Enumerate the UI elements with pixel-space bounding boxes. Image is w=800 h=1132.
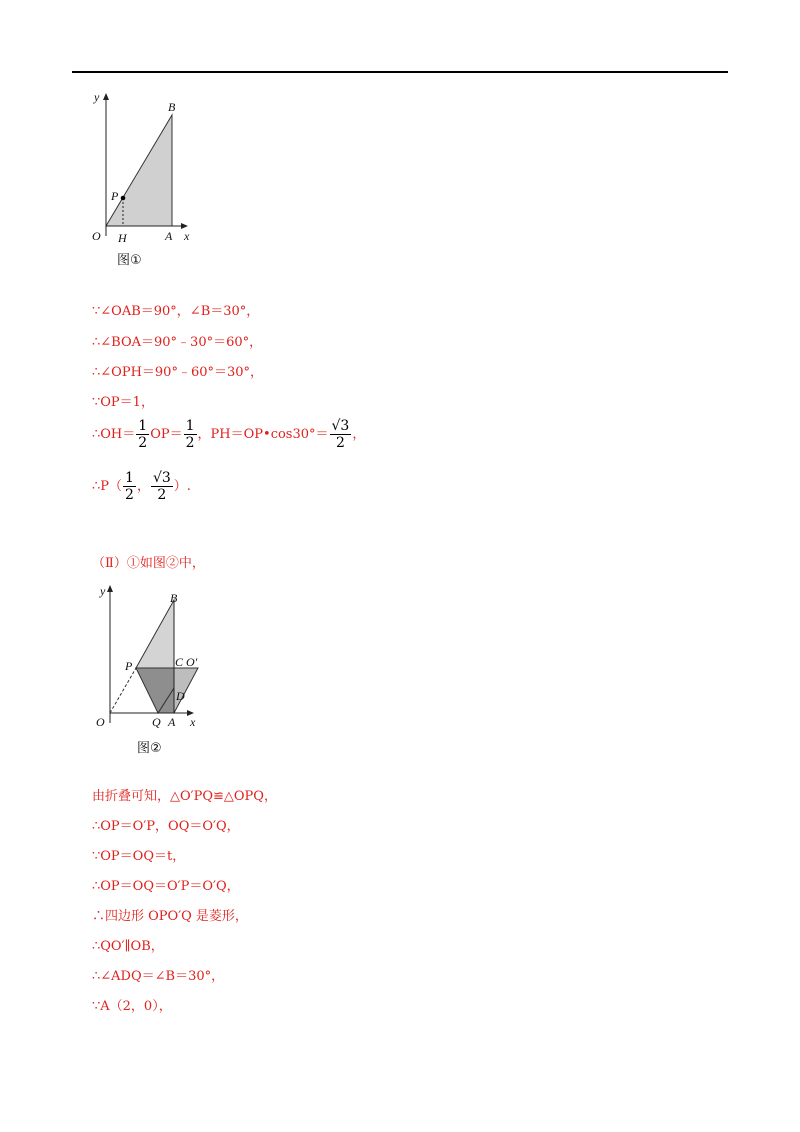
fig2-label-q: Q — [152, 715, 161, 729]
proof2-line: ∴OP＝OQ＝O′P＝O′Q， — [92, 879, 240, 894]
fraction-sqrt3-half — [330, 418, 352, 451]
header-rule — [72, 71, 728, 73]
fig1-label-x: x — [184, 229, 190, 243]
proof2-line: ∴∠ADQ＝∠B＝30°， — [92, 969, 225, 984]
fig1-label-b: B — [168, 100, 176, 114]
figure-1-caption: 图① — [117, 253, 142, 268]
fraction-numerator: 1 — [185, 418, 195, 434]
fraction-numerator: 1 — [138, 418, 148, 434]
figure-2-caption: 图② — [137, 741, 162, 756]
fig1-label-y: y — [94, 90, 100, 104]
fraction-denominator: 2 — [125, 487, 134, 504]
fraction-numerator: √3 — [331, 418, 350, 434]
line6-text-2: ， — [136, 479, 150, 495]
fig2-label-b: B — [170, 591, 178, 605]
proof2-line: ∵OP＝OQ＝t， — [92, 849, 186, 864]
fraction-numerator: √3 — [152, 470, 171, 486]
fig2-label-y: y — [100, 584, 106, 598]
line5-text-1: ∴OH＝ — [92, 427, 136, 443]
fig2-label-o-prime: O' — [186, 655, 198, 669]
proof2-line: 由折叠可知，△O′PQ≌△OPQ， — [92, 789, 277, 804]
fig2-label-d: D — [176, 689, 185, 703]
proof1-line3: ∴∠OPH＝90°﹣60°＝30°， — [92, 365, 264, 380]
proof1-line4: ∵OP＝1， — [92, 395, 154, 410]
proof2-line: ∵A（2，0）， — [92, 999, 172, 1014]
proof2-line: ∴四边形 OPO′Q 是菱形， — [92, 909, 248, 924]
fraction-denominator: 2 — [151, 486, 173, 503]
proof1-line1: ∵∠OAB＝90°，∠B＝30°， — [92, 304, 260, 319]
proof1-line6 — [92, 470, 191, 503]
line5-text-4: ， — [352, 427, 366, 443]
proof2-line: ∴OP＝O′P，OQ＝O′Q， — [92, 819, 240, 834]
fig2-label-x: x — [190, 715, 196, 729]
fig1-label-p: P — [111, 189, 119, 203]
fraction-denominator: 2 — [330, 434, 352, 451]
line5-text-2: OP＝ — [150, 427, 183, 443]
figure-2 — [88, 578, 212, 738]
fig1-label-o: O — [92, 229, 101, 243]
fraction-numerator: 1 — [125, 470, 134, 486]
proof1-line5 — [92, 418, 365, 451]
fig1-label-h: H — [118, 231, 127, 245]
fraction-denominator: 2 — [185, 435, 195, 452]
line5-text-3: ，PH＝OP•cos30°＝ — [197, 427, 329, 443]
fraction-sqrt3-half — [151, 470, 173, 503]
line6-text-3: ）. — [173, 479, 191, 495]
fig2-label-a: A — [168, 715, 176, 729]
fraction-half — [123, 470, 136, 503]
fig2-label-o: O — [96, 715, 105, 729]
fraction-half — [184, 418, 197, 451]
figure-1 — [88, 88, 208, 248]
fig2-label-c: C — [175, 655, 184, 669]
fig1-label-a: A — [165, 229, 173, 243]
line6-text-1: ∴P（ — [92, 479, 123, 495]
proof2-line: ∴QO′∥OB， — [92, 939, 164, 954]
fraction-denominator: 2 — [138, 435, 148, 452]
section-2-heading: （Ⅱ）①如图②中， — [92, 556, 205, 571]
proof1-line2: ∴∠BOA＝90°﹣30°＝60°， — [92, 335, 263, 350]
fraction-half — [136, 418, 149, 451]
fig2-label-p: P — [125, 659, 133, 673]
